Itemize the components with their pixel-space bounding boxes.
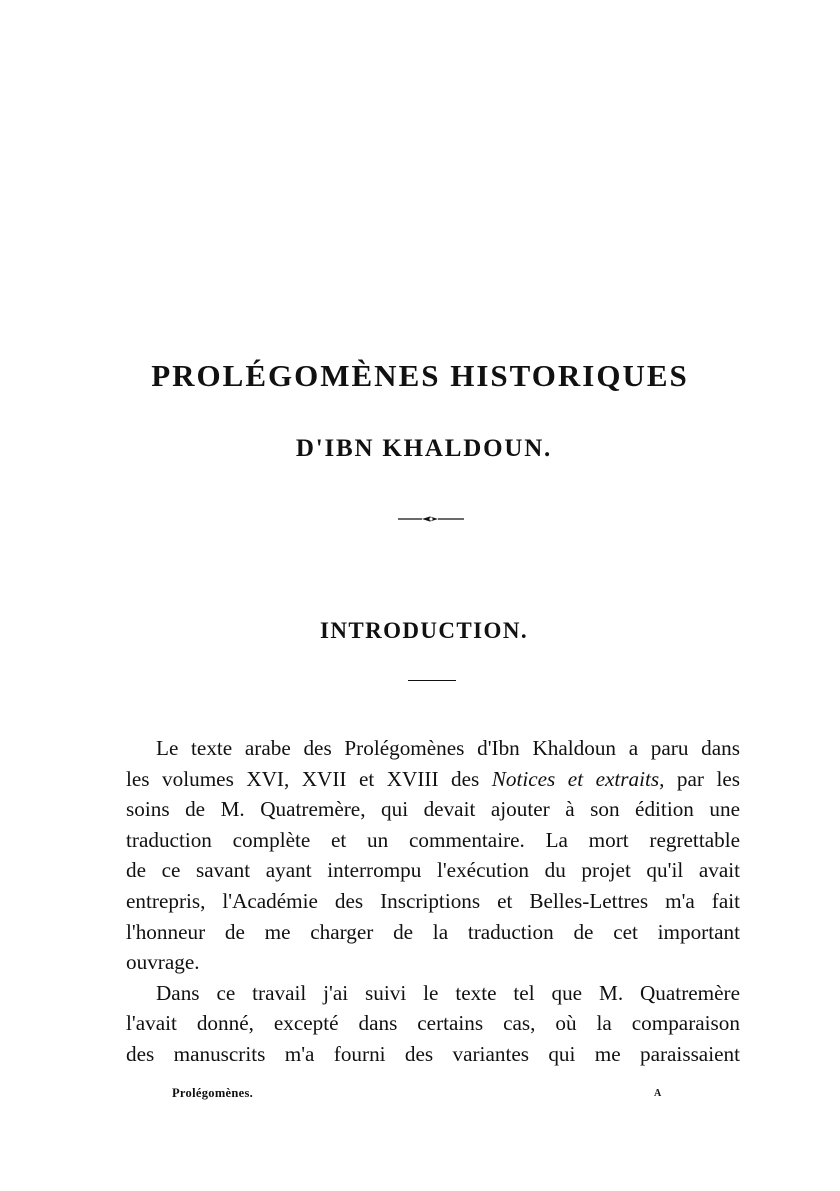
signature-letter: A: [654, 1088, 662, 1099]
section-heading: INTRODUCTION.: [320, 618, 528, 643]
text-line: les volumes XVI, XVII et XVIII des Notices et extraits, par les: [126, 766, 740, 791]
heading-rule: [408, 680, 456, 681]
body-text: [126, 733, 740, 1070]
text-line: entrepris, l'Académie des Inscriptions et Belles-Lettres m'a fait: [126, 888, 740, 913]
text-line: traduction complète et un commentaire. La mort regrettable: [126, 827, 740, 852]
text-line: l'avait donné, excepté dans certains cas, où la comparaison: [126, 1011, 740, 1036]
text-line: ouvrage.: [126, 950, 200, 975]
text-line: soins de M. Quatremère, qui devait ajouter à son édition une: [126, 797, 740, 822]
text-line: de ce savant ayant interrompu l'exécution du projet qu'il avait: [126, 858, 740, 883]
text-line: l'honneur de me charger de la traduction de cet important: [126, 919, 740, 944]
ornamental-divider-icon: [398, 512, 464, 526]
text-line: Le texte arabe des Prolégomènes d'Ibn Khaldoun a paru dans: [156, 736, 740, 760]
text-line: des manuscrits m'a fourni des variantes qui me paraissaient: [126, 1041, 740, 1066]
page-subtitle: D'IBN KHALDOUN.: [295, 435, 553, 462]
page-footer: [0, 1086, 840, 1106]
page-title: PROLÉGOMÈNES HISTORIQUES: [151, 358, 689, 393]
text-line: Dans ce travail j'ai suivi le texte tel que M. Quatremère: [156, 980, 740, 1005]
italic-title: Notices et extraits,: [491, 766, 665, 791]
signature-mark: Prolégomènes.: [172, 1086, 254, 1100]
